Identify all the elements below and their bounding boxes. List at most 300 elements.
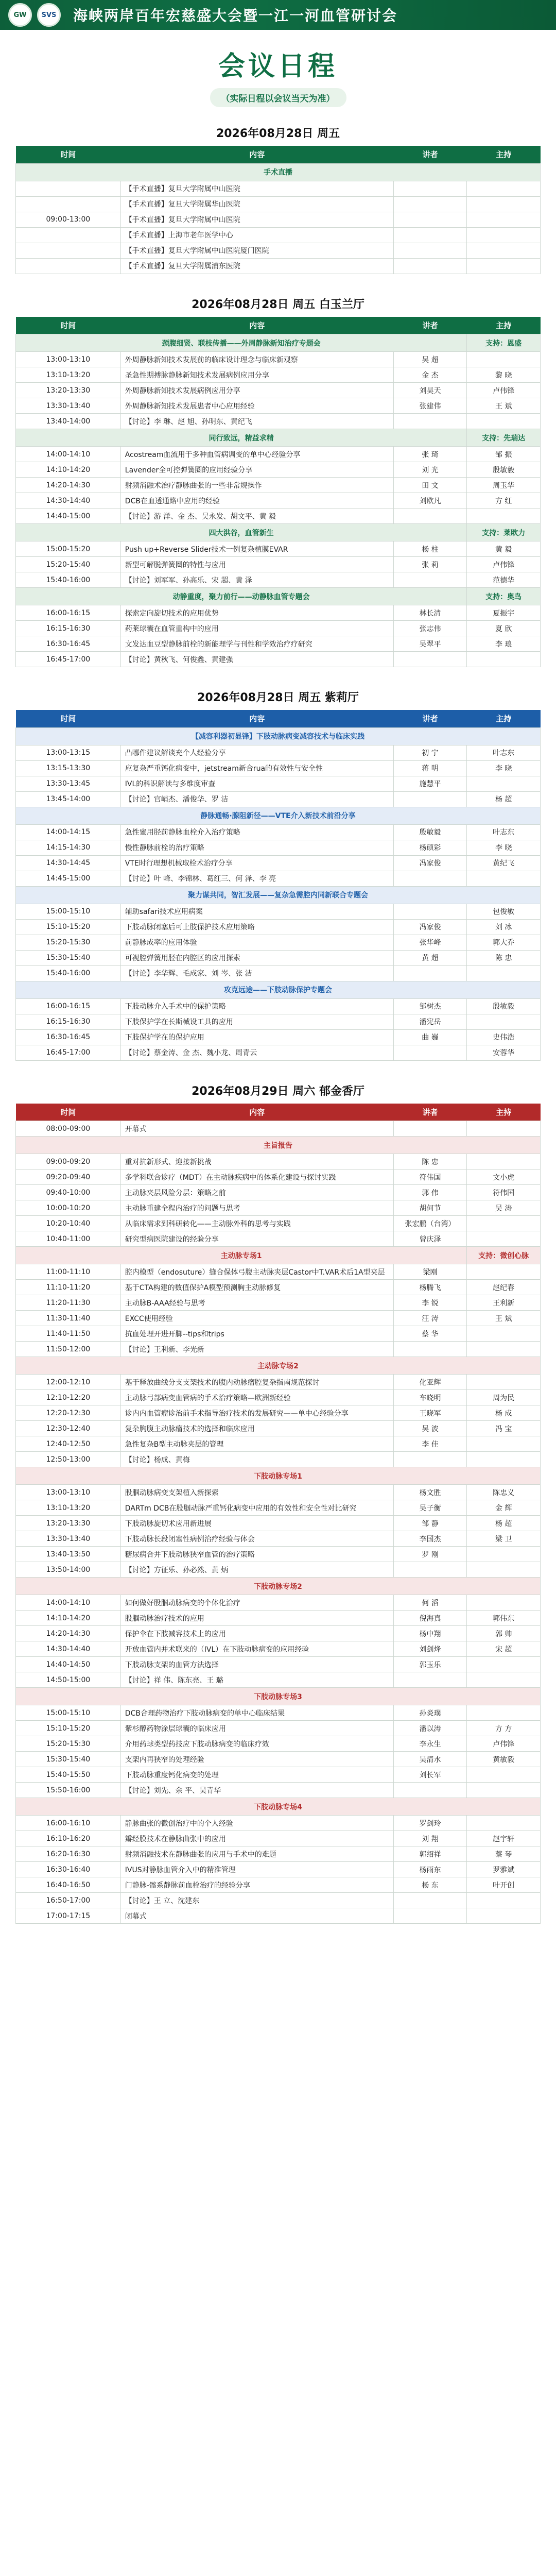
- section-title: 聚力谋共同，智汇发展——复杂急需腔内同新联合专题会: [16, 886, 541, 904]
- row-content: 糖尿病合并下肢动脉狭窄血管的治疗策略: [120, 1547, 393, 1562]
- row-speaker: [393, 212, 467, 227]
- row-host: 黄 毅: [467, 541, 541, 557]
- row-time: 13:00-13:10: [16, 352, 121, 367]
- row-content: 射频消融技术在静脉曲张的应用与手术中的难题: [120, 1846, 393, 1862]
- row-host: [467, 181, 541, 196]
- row-speaker: [393, 1452, 467, 1467]
- row-time: 13:45-14:00: [16, 791, 121, 807]
- table-row: [16, 1280, 541, 1295]
- table-row: [16, 824, 541, 840]
- row-content: 基于CTA构建的数值保护A模型预测胸主动脉修复: [120, 1280, 393, 1295]
- row-content: 【讨论】李华辉、毛成家、刘 岑、张 洁: [120, 965, 393, 981]
- row-time: 13:30-13:40: [16, 1531, 121, 1547]
- section-title: 颈腹细贤、联枝传播——外周静脉新知治疗专题会: [16, 334, 467, 352]
- table-row: [16, 1500, 541, 1516]
- row-speaker: 邹 静: [393, 1516, 467, 1531]
- row-content: 【手术直播】复旦大学附属浦东医院: [120, 258, 393, 274]
- row-content: 主动脉弓部病变血管病的手术治疗策略—欧洲新经验: [120, 1390, 393, 1405]
- row-speaker: 罗剑玲: [393, 1816, 467, 1831]
- row-time: 16:00-16:15: [16, 605, 121, 621]
- row-host: 李 晓: [467, 840, 541, 855]
- table-row: [16, 1611, 541, 1626]
- row-content: 【讨论】杨成、黄梅: [120, 1452, 393, 1467]
- row-speaker: 吴清水: [393, 1752, 467, 1767]
- row-speaker: 刘剑烽: [393, 1641, 467, 1657]
- row-speaker: 何 滔: [393, 1595, 467, 1611]
- row-host: 杨 超: [467, 791, 541, 807]
- row-time: 14:20-14:30: [16, 1626, 121, 1641]
- row-host: [467, 1452, 541, 1467]
- table-row: [16, 1721, 541, 1736]
- column-header-host: 主持: [467, 710, 541, 727]
- row-time: 17:00-17:15: [16, 1908, 121, 1924]
- row-speaker: [393, 509, 467, 524]
- table-row: [16, 998, 541, 1014]
- row-host: [467, 1816, 541, 1831]
- row-speaker: 郭 伟: [393, 1185, 467, 1200]
- row-time: 11:30-11:40: [16, 1311, 121, 1326]
- row-host: [467, 212, 541, 227]
- table-row: [16, 1375, 541, 1390]
- row-time: 16:15-16:30: [16, 621, 121, 636]
- row-speaker: [393, 196, 467, 212]
- column-header-speaker: 讲者: [393, 1104, 467, 1121]
- row-speaker: 冯家俊: [393, 919, 467, 935]
- table-row: [16, 1846, 541, 1862]
- section-row: [16, 807, 541, 824]
- logo-right: SVS: [37, 3, 61, 27]
- row-speaker: 杨 柱: [393, 541, 467, 557]
- row-host: [467, 1783, 541, 1798]
- table-row: [16, 367, 541, 383]
- column-header-time: 时间: [16, 317, 121, 334]
- spacer: [15, 274, 541, 286]
- row-time: 15:30-15:40: [16, 1752, 121, 1767]
- row-time: 14:40-14:50: [16, 1657, 121, 1672]
- row-time: 13:15-13:30: [16, 760, 121, 776]
- table-row: [16, 1736, 541, 1752]
- row-host: 王 斌: [467, 1311, 541, 1326]
- row-speaker: 林长清: [393, 605, 467, 621]
- page-header: [0, 0, 556, 30]
- row-host: 叶开创: [467, 1877, 541, 1893]
- table-row: [16, 1547, 541, 1562]
- row-time: 13:00-13:10: [16, 1485, 121, 1500]
- row-time: 15:10-15:20: [16, 919, 121, 935]
- row-speaker: 刘长军: [393, 1767, 467, 1783]
- row-content: 辅助safari技术应用病案: [120, 904, 393, 919]
- row-speaker: 化亚辉: [393, 1375, 467, 1390]
- row-host: 方 方: [467, 1721, 541, 1736]
- row-host: [467, 1154, 541, 1170]
- row-speaker: 张宏鹏（台湾）: [393, 1216, 467, 1231]
- row-speaker: 初 宁: [393, 745, 467, 760]
- section-row: [16, 334, 541, 352]
- table-row: [16, 414, 541, 429]
- row-host: [467, 1264, 541, 1280]
- row-speaker: [393, 1908, 467, 1924]
- row-host: 卢伟锋: [467, 383, 541, 398]
- row-time: 11:00-11:10: [16, 1264, 121, 1280]
- table-row: [16, 1452, 541, 1467]
- table-row: [16, 258, 541, 274]
- row-speaker: 罗 刚: [393, 1547, 467, 1562]
- row-content: DCB在血透通路中应用的经验: [120, 493, 393, 509]
- row-host: 黄敏毅: [467, 1752, 541, 1767]
- row-content: 【讨论】刘先、余 平、吴青华: [120, 1783, 393, 1798]
- section-row: [16, 588, 541, 605]
- section-title: 攻克远途——下肢动脉保护专题会: [16, 981, 541, 998]
- row-time: 16:45-17:00: [16, 652, 121, 667]
- row-host: [467, 1893, 541, 1908]
- row-speaker: 刘 翔: [393, 1831, 467, 1846]
- row-content: 瓣经膜技术在静脉曲张中的应用: [120, 1831, 393, 1846]
- table-row: [16, 791, 541, 807]
- section-title: 动静重度，聚力前行——动静脉血管专题会: [16, 588, 467, 605]
- table-row: [16, 557, 541, 572]
- row-speaker: 倪海真: [393, 1611, 467, 1626]
- table-row: [16, 1595, 541, 1611]
- table-row: [16, 1485, 541, 1500]
- row-content: 可视腔弹簧用胫在内腔区的应用探索: [120, 950, 393, 965]
- row-host: 梁 卫: [467, 1531, 541, 1547]
- row-time: 13:40-13:50: [16, 1547, 121, 1562]
- table-row: [16, 1893, 541, 1908]
- row-content: 开幕式: [120, 1121, 393, 1137]
- row-speaker: [393, 1893, 467, 1908]
- row-speaker: 邹树杰: [393, 998, 467, 1014]
- row-content: 支架内再狭窄的处理经验: [120, 1752, 393, 1767]
- row-content: 外周静脉新知技术发展前的临床设计理念与临床新观察: [120, 352, 393, 367]
- row-time: 13:50-14:00: [16, 1562, 121, 1578]
- agenda-table: [15, 317, 541, 668]
- row-content: 【讨论】黄秋飞、何俊鑫、黄建强: [120, 652, 393, 667]
- section-sponsor: 支持：先瑞达: [467, 429, 541, 447]
- row-content: 慢性静脉前栓的治疗策略: [120, 840, 393, 855]
- row-host: 安蓉华: [467, 1045, 541, 1060]
- row-content: 圣急性期搏脉静脉新知技术发展病例应用分享: [120, 367, 393, 383]
- table-row: [16, 1436, 541, 1452]
- row-time: 13:20-13:30: [16, 1516, 121, 1531]
- row-speaker: [393, 965, 467, 981]
- row-speaker: 孙炎璞: [393, 1705, 467, 1721]
- row-host: 周玉华: [467, 478, 541, 493]
- row-speaker: 李国杰: [393, 1531, 467, 1547]
- row-content: 凸哪件建议解谈充个人经验分享: [120, 745, 393, 760]
- row-time: 10:00-10:20: [16, 1200, 121, 1216]
- row-time: 12:00-12:10: [16, 1375, 121, 1390]
- row-speaker: [393, 572, 467, 588]
- spacer: [15, 1061, 541, 1073]
- row-time: 11:10-11:20: [16, 1280, 121, 1295]
- row-time: 14:45-15:00: [16, 871, 121, 886]
- row-time: 14:00-14:10: [16, 1595, 121, 1611]
- row-host: 王利新: [467, 1295, 541, 1311]
- day-heading: 2026年08月28日 周五 紫莉厅: [197, 691, 359, 704]
- row-content: 抗血处理开进开脚--tips和trips: [120, 1326, 393, 1342]
- row-speaker: [393, 1672, 467, 1688]
- row-speaker: 张建伟: [393, 398, 467, 414]
- row-speaker: 杨 东: [393, 1877, 467, 1893]
- row-speaker: [393, 227, 467, 243]
- table-row: [16, 509, 541, 524]
- row-time: 09:40-10:00: [16, 1185, 121, 1200]
- section-row: [16, 981, 541, 998]
- row-speaker: 陈 忠: [393, 1154, 467, 1170]
- spacer: [15, 1924, 541, 1936]
- row-content: IVUS对静脉血管介入中的精准管理: [120, 1862, 393, 1877]
- row-content: 急性复杂B型主动脉夹层的管理: [120, 1436, 393, 1452]
- row-time: 13:10-13:20: [16, 367, 121, 383]
- table-row: [16, 605, 541, 621]
- row-host: 冯 宝: [467, 1421, 541, 1436]
- row-speaker: 潘宪岳: [393, 1014, 467, 1029]
- row-host: [467, 1767, 541, 1783]
- row-speaker: [393, 904, 467, 919]
- row-host: [467, 414, 541, 429]
- row-time: 14:10-14:20: [16, 1611, 121, 1626]
- row-host: 赵宇轩: [467, 1831, 541, 1846]
- row-time: 16:20-16:30: [16, 1846, 121, 1862]
- table-row: [16, 1877, 541, 1893]
- row-time: 12:50-13:00: [16, 1452, 121, 1467]
- row-host: 宋 超: [467, 1641, 541, 1657]
- row-speaker: 刘 光: [393, 462, 467, 478]
- row-speaker: 曲 巍: [393, 1029, 467, 1045]
- row-host: 叶志东: [467, 824, 541, 840]
- row-time: 13:10-13:20: [16, 1500, 121, 1516]
- table-row: [16, 1264, 541, 1280]
- row-time: 16:30-16:45: [16, 1029, 121, 1045]
- row-time: [16, 196, 121, 212]
- table-row: [16, 1752, 541, 1767]
- row-speaker: [393, 871, 467, 886]
- row-content: 复杂胸腹主动脉瘤技术的选择和临床应用: [120, 1421, 393, 1436]
- section-title: 下肢动脉专场1: [16, 1467, 541, 1485]
- row-speaker: 李 佳: [393, 1436, 467, 1452]
- logo-left: GW: [8, 3, 32, 27]
- row-host: [467, 1595, 541, 1611]
- table-row: [16, 1295, 541, 1311]
- row-content: 股腘动脉治疗技术的应用: [120, 1611, 393, 1626]
- table-row: [16, 776, 541, 791]
- table-row: [16, 352, 541, 367]
- row-speaker: 杨文胜: [393, 1485, 467, 1500]
- table-row: [16, 1908, 541, 1924]
- section-row: [16, 1578, 541, 1595]
- row-host: [467, 776, 541, 791]
- row-content: 介用药球类型药技应下肢动脉病变的临床疗效: [120, 1736, 393, 1752]
- table-row: [16, 1311, 541, 1326]
- row-time: 14:20-14:30: [16, 478, 121, 493]
- row-time: 15:20-15:40: [16, 557, 121, 572]
- row-speaker: 殷敏毅: [393, 824, 467, 840]
- row-speaker: 梁刚: [393, 1264, 467, 1280]
- spacer: [15, 667, 541, 680]
- row-speaker: 蔡 华: [393, 1326, 467, 1342]
- row-speaker: 张 琦: [393, 447, 467, 462]
- column-header-content: 内容: [120, 317, 393, 334]
- section-row: [16, 163, 541, 181]
- row-content: 【讨论】刘军军、孙高乐、宋 超、黄 泽: [120, 572, 393, 588]
- day-block: [15, 115, 541, 286]
- row-time: 13:30-13:45: [16, 776, 121, 791]
- row-content: 【手术直播】复旦大学附属中山医院: [120, 181, 393, 196]
- row-time: 14:50-15:00: [16, 1672, 121, 1688]
- row-host: 邹 振: [467, 447, 541, 462]
- row-speaker: 潘以涛: [393, 1721, 467, 1736]
- section-title: 下肢动脉专场2: [16, 1578, 541, 1595]
- row-host: [467, 1672, 541, 1688]
- row-time: [16, 243, 121, 258]
- table-row: [16, 196, 541, 212]
- row-host: [467, 871, 541, 886]
- row-time: 13:40-14:00: [16, 414, 121, 429]
- section-row: [16, 1467, 541, 1485]
- row-content: 门静脉-髂系静脉前血栓治疗的经验分享: [120, 1877, 393, 1893]
- row-content: IVL的科识解读与多维度审查: [120, 776, 393, 791]
- row-host: 方 红: [467, 493, 541, 509]
- row-host: 王 斌: [467, 398, 541, 414]
- table-row: [16, 1831, 541, 1846]
- row-content: 下肢动脉支架的血管方法选择: [120, 1657, 393, 1672]
- table-row: [16, 935, 541, 950]
- row-time: 16:45-17:00: [16, 1045, 121, 1060]
- row-content: 【手术直播】上海市老年医学中心: [120, 227, 393, 243]
- row-content: 【讨论】王利新、李光新: [120, 1342, 393, 1357]
- row-host: [467, 1375, 541, 1390]
- table-row: [16, 871, 541, 886]
- table-row: [16, 745, 541, 760]
- row-speaker: 符伟国: [393, 1170, 467, 1185]
- section-row: [16, 727, 541, 745]
- row-speaker: [393, 414, 467, 429]
- row-host: 周为民: [467, 1390, 541, 1405]
- row-host: 史伟浩: [467, 1029, 541, 1045]
- table-row: [16, 212, 541, 227]
- row-host: 文小虎: [467, 1170, 541, 1185]
- row-speaker: [393, 258, 467, 274]
- row-time: 15:30-15:40: [16, 950, 121, 965]
- row-speaker: 吴 波: [393, 1421, 467, 1436]
- row-host: [467, 258, 541, 274]
- table-row: [16, 950, 541, 965]
- day-block: [15, 1073, 541, 1937]
- row-time: 16:30-16:40: [16, 1862, 121, 1877]
- table-row: [16, 1231, 541, 1247]
- row-host: [467, 1121, 541, 1137]
- row-content: Acostream血流用于多种血管病调变的单中心经验分享: [120, 447, 393, 462]
- row-content: 【讨论】游 洋、金 杰、吴永发、胡文平、黄 毅: [120, 509, 393, 524]
- title-area: [0, 30, 556, 115]
- row-host: [467, 227, 541, 243]
- table-row: [16, 1045, 541, 1060]
- row-content: 闭幕式: [120, 1908, 393, 1924]
- table-row: [16, 1390, 541, 1405]
- table-row: [16, 1014, 541, 1029]
- table-row: [16, 1421, 541, 1436]
- row-content: 下肢动脉长段闭塞性病例治疗经验与体会: [120, 1531, 393, 1547]
- column-header-speaker: 讲者: [393, 710, 467, 727]
- row-content: 药莱球囊在血管重构中的应用: [120, 621, 393, 636]
- row-time: 15:40-15:50: [16, 1767, 121, 1783]
- table-row: [16, 1154, 541, 1170]
- row-time: 09:20-09:40: [16, 1170, 121, 1185]
- row-content: DARTm DCB在股腘动脉严重钙化病变中应用的有效性和安全性对比研究: [120, 1500, 393, 1516]
- row-host: 杨 成: [467, 1405, 541, 1421]
- row-host: [467, 1342, 541, 1357]
- row-time: 16:50-17:00: [16, 1893, 121, 1908]
- row-speaker: 杨腾飞: [393, 1280, 467, 1295]
- row-host: 黎 晓: [467, 367, 541, 383]
- row-speaker: 金 杰: [393, 367, 467, 383]
- row-content: EXCC使用经验: [120, 1311, 393, 1326]
- row-content: 【讨论】官峭杰、潘俊华、罗 洁: [120, 791, 393, 807]
- row-host: [467, 1547, 541, 1562]
- section-row: [16, 1357, 541, 1375]
- row-content: 主动脉夹层风险分层：策略之前: [120, 1185, 393, 1200]
- column-header-host: 主持: [467, 317, 541, 334]
- row-host: 金 辉: [467, 1500, 541, 1516]
- row-content: 诊内内血管瘤诊治前手术指导治疗技术的发展研究——单中心经验分享: [120, 1405, 393, 1421]
- row-content: 下肢动脉重度钙化病变的处理: [120, 1767, 393, 1783]
- row-host: 蔡 琴: [467, 1846, 541, 1862]
- row-time: 08:00-09:00: [16, 1121, 121, 1137]
- row-time: [16, 181, 121, 196]
- page-title: 会议日程: [218, 51, 338, 82]
- row-speaker: 李永生: [393, 1736, 467, 1752]
- row-host: 刘 冰: [467, 919, 541, 935]
- row-speaker: [393, 1783, 467, 1798]
- row-host: 郭伟东: [467, 1611, 541, 1626]
- row-content: 射频消融术治疗静脉曲张的一些非常规操作: [120, 478, 393, 493]
- row-speaker: 杨雨东: [393, 1862, 467, 1877]
- row-content: 前静脉成率的应用体验: [120, 935, 393, 950]
- section-title: 主旨报告: [16, 1137, 541, 1154]
- table-row: [16, 1121, 541, 1137]
- section-title: 同行致远，精益求精: [16, 429, 467, 447]
- row-host: [467, 352, 541, 367]
- section-row: [16, 1247, 541, 1264]
- row-time: 10:40-11:00: [16, 1231, 121, 1247]
- table-row: [16, 1216, 541, 1231]
- row-time: 15:00-15:20: [16, 541, 121, 557]
- row-host: [467, 1436, 541, 1452]
- day-block: [15, 286, 541, 680]
- row-speaker: 刘昊天: [393, 383, 467, 398]
- row-content: 开放血管内并术联来的（IVL）在下肢动脉病变的应用经验: [120, 1641, 393, 1657]
- table-row: [16, 621, 541, 636]
- column-header-time: 时间: [16, 710, 121, 727]
- row-speaker: 王晓军: [393, 1405, 467, 1421]
- row-time: 16:40-16:50: [16, 1877, 121, 1893]
- section-row: [16, 1688, 541, 1705]
- table-row: [16, 1626, 541, 1641]
- row-time: 15:40-16:00: [16, 572, 121, 588]
- row-speaker: 张华峰: [393, 935, 467, 950]
- row-content: 下肢动脉闭塞后可上肢保护技术应用策略: [120, 919, 393, 935]
- section-title: 下肢动脉专场4: [16, 1798, 541, 1816]
- section-title: 手术直播: [16, 163, 541, 181]
- table-row: [16, 1641, 541, 1657]
- row-host: 郭 帅: [467, 1626, 541, 1641]
- row-speaker: 李 锐: [393, 1295, 467, 1311]
- row-time: 16:30-16:45: [16, 636, 121, 652]
- row-content: Lavender全可控弹簧圈的应用经验分享: [120, 462, 393, 478]
- column-header-speaker: 讲者: [393, 146, 467, 163]
- table-row: [16, 181, 541, 196]
- row-time: 14:00-14:15: [16, 824, 121, 840]
